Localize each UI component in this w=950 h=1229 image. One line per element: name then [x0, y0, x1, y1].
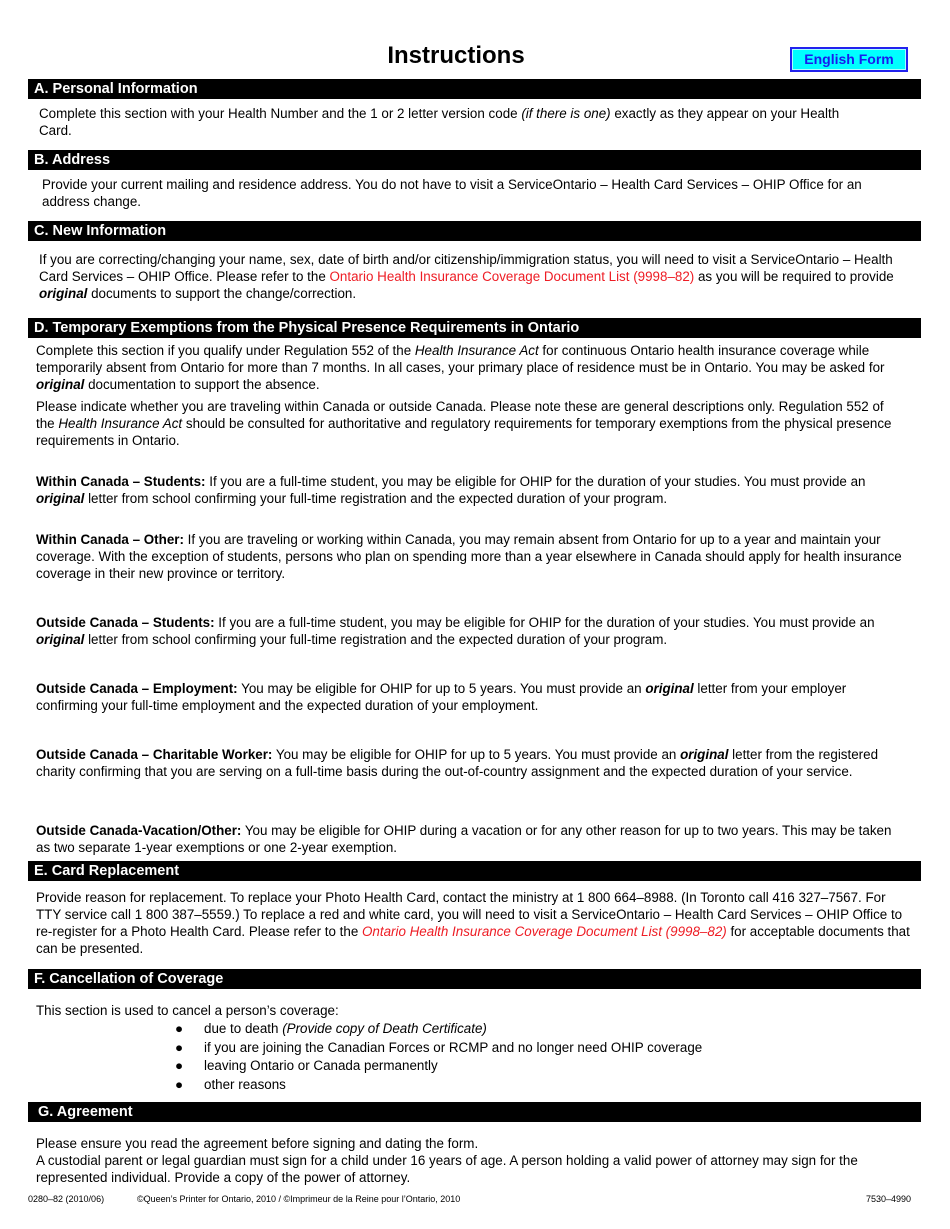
- copyright: ©Queen’s Printer for Ontario, 2010 / ©Imprimeur de la Reine pour l’Ontario, 2010: [137, 1194, 461, 1204]
- section-d-travel-note: Please indicate whether you are traveling within Canada or outside Canada. Please note these are general descriptions only. Regulation 552 of the Health Insurance Act should be consulted for authoritative and regulatory requirements for temporary exemptions from the physical presence requirements in Ontario.: [36, 399, 892, 448]
- form-number: 0280–82 (2010/06): [28, 1194, 105, 1204]
- section-b-heading: B. Address: [28, 150, 921, 170]
- within-canada-students: Within Canada – Students: If you are a full-time student, you may be eligible for OHIP for the duration of your studies. You must provide an original letter from school confirming your full-time registration and the expected duration of your program.: [36, 474, 866, 506]
- section-c-text: If you are correcting/changing your name, sex, date of birth and/or citizenship/immigration status, you will need to visit a ServiceOntario – Health Card Services – OHIP Office. Please refer to the Ontario Health Insurance Coverage Document List (9998–82) as you will be required to provide original documents to support the change/correction.: [39, 252, 894, 301]
- list-item: ● other reasons: [175, 1076, 286, 1092]
- form-code: 7530–4990: [866, 1194, 912, 1204]
- outside-canada-vacation: Outside Canada-Vacation/Other: You may be eligible for OHIP during a vacation or for any other reason for up to two years. This may be taken as two separate 1-year exemptions or one 2-year exemption.: [36, 823, 892, 855]
- section-a-text: Complete this section with your Health Number and the 1 or 2 letter version code (if there is one) exactly as they appear on your Health Card.: [39, 106, 840, 138]
- section-d-heading: D. Temporary Exemptions from the Physical Presence Requirements in Ontario: [28, 318, 921, 338]
- within-canada-other: Within Canada – Other: If you are traveling or working within Canada, you may remain absent from Ontario for up to a year and maintain your coverage. With the exception of students, persons who plan on spending more than a year elsewhere in Canada should apply for health insurance coverage in their new province or territory.: [36, 532, 902, 581]
- section-g-text: Please ensure you read the agreement before signing and dating the form. A custodial parent or legal guardian must sign for a child under 16 years of age. A person holding a valid power of attorney may sign for the represented individual. Provide a copy of the power of attorney.: [36, 1136, 858, 1185]
- section-e-heading: E. Card Replacement: [28, 861, 921, 881]
- page-title: Instructions: [387, 42, 525, 69]
- section-f-heading: F. Cancellation of Coverage: [28, 969, 921, 989]
- list-item: ● due to death (Provide copy of Death Certificate): [175, 1021, 487, 1036]
- section-b-text: Provide your current mailing and residence address. You do not have to visit a ServiceOntario – Health Card Services – OHIP Office for an address change.: [42, 177, 862, 209]
- outside-canada-students: Outside Canada – Students: If you are a full-time student, you may be eligible for OHIP for the duration of your studies. You must provide an original letter from school confirming your full-time registration and the expected duration of your program.: [36, 615, 875, 647]
- document-list-link-2[interactable]: Ontario Health Insurance Coverage Document List (9998–82): [362, 924, 727, 939]
- section-a-heading: A. Personal Information: [28, 79, 921, 99]
- outside-canada-employment: Outside Canada – Employment: You may be eligible for OHIP for up to 5 years. You must provide an original letter from your employer confirming your full-time employment and the expected duration of your employment.: [36, 681, 847, 713]
- section-c-heading: C. New Information: [28, 221, 921, 241]
- list-item: ● if you are joining the Canadian Forces or RCMP and no longer need OHIP coverage: [175, 1039, 703, 1055]
- list-item: ● leaving Ontario or Canada permanently: [175, 1058, 438, 1073]
- section-g-heading: G. Agreement: [28, 1102, 921, 1122]
- outside-canada-charitable-worker: Outside Canada – Charitable Worker: You may be eligible for OHIP for up to 5 years. You must provide an original letter from the registered charity confirming that you are serving on a full-time basis during the out-of-country assignment and the expected duration of your service.: [36, 747, 879, 779]
- cancellation-reasons-list: [170, 1020, 702, 1094]
- english-form-button[interactable]: English Form: [790, 47, 908, 72]
- section-e-text: Provide reason for replacement. To replace your Photo Health Card, contact the ministry at 1 800 664–8988. (In Toronto call 416 327–7567. For TTY service call 1 800 387–5559.) To replace a red and white card, you will need to visit a ServiceOntario – Health Card Services – OHIP Office to re-register for a Photo Health Card. Please refer to the Ontario Health Insurance Coverage Document List (9998–82) for acceptable documents that can be presented.: [36, 890, 910, 956]
- document-list-link[interactable]: Ontario Health Insurance Coverage Document List (9998–82): [329, 269, 695, 284]
- section-f-intro: This section is used to cancel a person’s coverage:: [36, 1003, 339, 1018]
- section-d-intro: Complete this section if you qualify under Regulation 552 of the Health Insurance Act for continuous Ontario health insurance coverage while temporarily absent from Ontario for more than 7 months. In all cases, your primary place of residence must be in Ontario. You may be asked for original documentation to support the absence.: [36, 343, 885, 392]
